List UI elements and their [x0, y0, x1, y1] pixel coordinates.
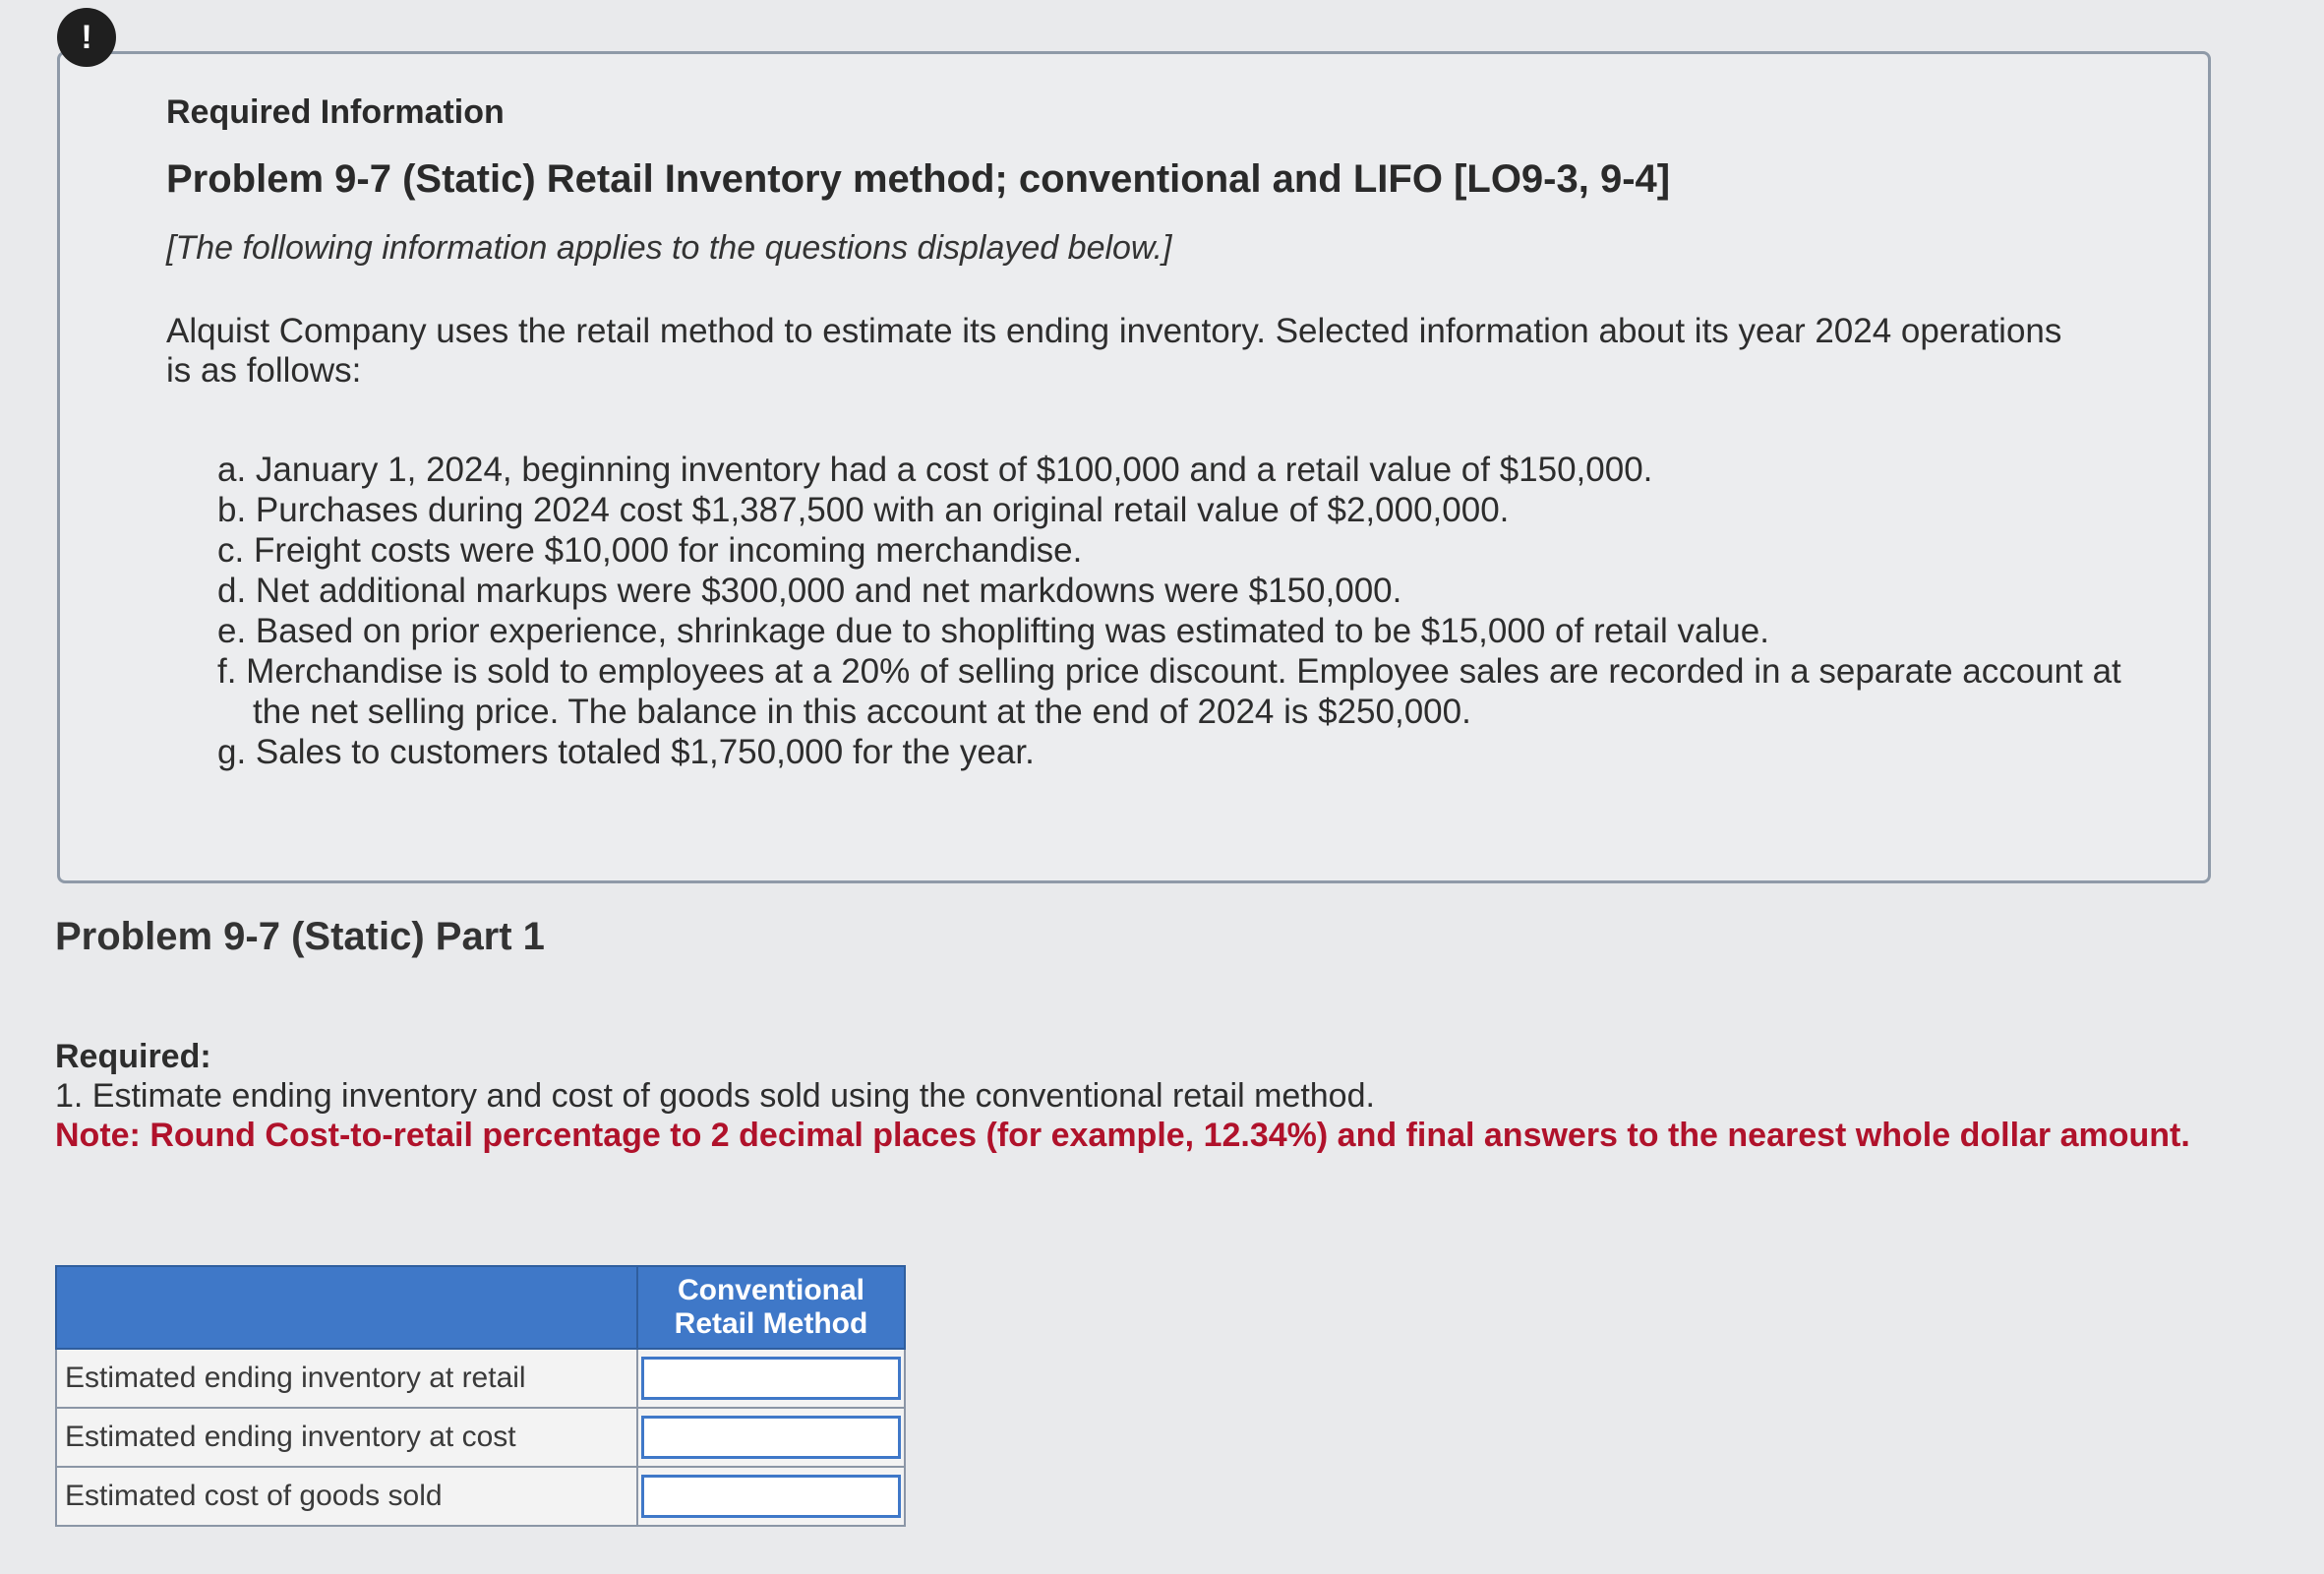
fact-item: e. Based on prior experience, shrinkage due to shoplifting was estimated to be $15,000 of retail value. [217, 612, 1769, 650]
facts-list [217, 450, 2145, 772]
header-line: Conventional [677, 1274, 864, 1306]
fact-item: f. Merchandise is sold to employees at a 20% of selling price discount. Employee sales are recorded in a separate account at the net selling price. The balance in this account at the end of 2024 is $250,000. [217, 652, 2121, 731]
required-information-heading: Required Information [166, 93, 505, 131]
fact-item: d. Net additional markups were $300,000 and net markdowns were $150,000. [217, 572, 1402, 610]
required-instruction: 1. Estimate ending inventory and cost of goods sold using the conventional retail method. [55, 1077, 1375, 1115]
required-information-box [57, 51, 2211, 883]
conventional-retail-method-header [637, 1266, 905, 1349]
fact-item: a. January 1, 2024, beginning inventory had a cost of $100,000 and a retail value of $150,000. [217, 451, 1653, 489]
answer-table [55, 1265, 906, 1527]
header-line: Retail Method [674, 1307, 868, 1340]
table-row [56, 1467, 905, 1526]
applies-note: [The following information applies to the questions displayed below.] [166, 229, 1172, 267]
required-label: Required: [55, 1038, 211, 1075]
table-row [56, 1408, 905, 1467]
part-title: Problem 9-7 (Static) Part 1 [55, 915, 545, 958]
problem-intro: Alquist Company uses the retail method to estimate its ending inventory. Selected information about its year 2024 operations is as follows: [166, 312, 2062, 390]
fact-item: c. Freight costs were $10,000 for incoming merchandise. [217, 531, 1083, 570]
row-label: Estimated ending inventory at cost [56, 1408, 637, 1467]
fact-item: b. Purchases during 2024 cost $1,387,500 with an original retail value of $2,000,000. [217, 491, 1510, 529]
answer-cell [637, 1408, 905, 1467]
answer-cell [637, 1467, 905, 1526]
alert-icon: ! [57, 8, 116, 67]
required-section [55, 1037, 2258, 1155]
table-row [56, 1349, 905, 1408]
row-label: Estimated ending inventory at retail [56, 1349, 637, 1408]
problem-title: Problem 9-7 (Static) Retail Inventory method; conventional and LIFO [LO9-3, 9-4] [166, 157, 1671, 201]
ending-inventory-retail-input[interactable] [641, 1357, 901, 1400]
fact-item: g. Sales to customers totaled $1,750,000 for the year. [217, 733, 1035, 771]
cost-of-goods-sold-input[interactable] [641, 1475, 901, 1518]
answer-cell [637, 1349, 905, 1408]
ending-inventory-cost-input[interactable] [641, 1416, 901, 1459]
row-label: Estimated cost of goods sold [56, 1467, 637, 1526]
rounding-note: Note: Round Cost-to-retail percentage to 2 decimal places (for example, 12.34%) and final answers to the nearest whole dollar amount. [55, 1117, 2190, 1154]
empty-header-cell [56, 1266, 637, 1349]
